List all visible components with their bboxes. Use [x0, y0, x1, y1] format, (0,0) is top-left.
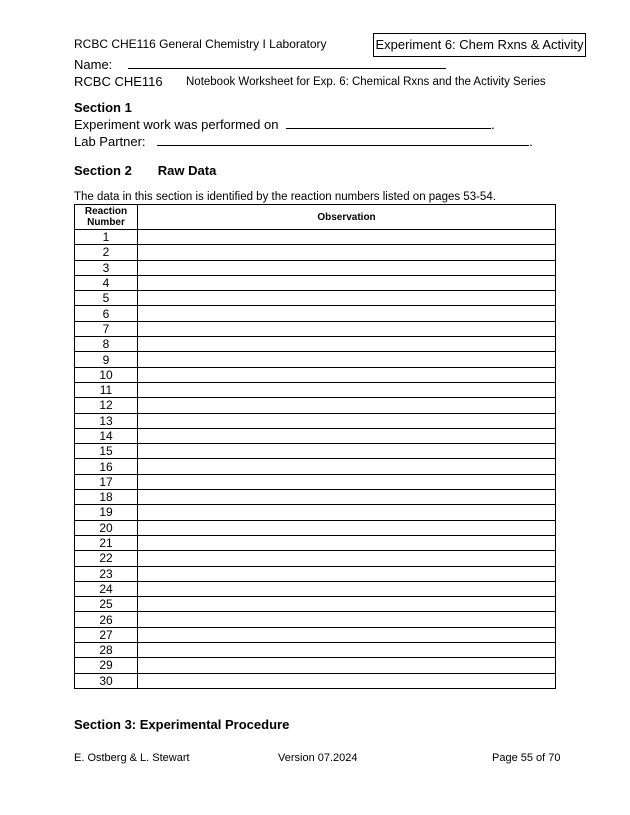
reaction-number-cell: 10 — [75, 367, 138, 382]
table-row — [75, 535, 556, 550]
reaction-number-cell: 22 — [75, 551, 138, 566]
section-2-heading — [74, 163, 216, 178]
reaction-number-cell: 28 — [75, 643, 138, 658]
observation-cell[interactable] — [138, 597, 556, 612]
section-2-number: Section 2 — [74, 163, 132, 178]
reaction-number-cell: 24 — [75, 581, 138, 596]
worksheet-title: Notebook Worksheet for Exp. 6: Chemical Rxns and the Activity Series — [186, 76, 546, 88]
observation-table — [74, 204, 556, 689]
table-row — [75, 444, 556, 459]
lab-partner-blank-line[interactable] — [157, 133, 529, 146]
observation-cell[interactable] — [138, 382, 556, 397]
observation-cell[interactable] — [138, 505, 556, 520]
reaction-number-cell: 4 — [75, 275, 138, 290]
table-row — [75, 398, 556, 413]
table-row — [75, 428, 556, 443]
reaction-number-cell: 11 — [75, 382, 138, 397]
experiment-title-box: Experiment 6: Chem Rxns & Activity — [373, 33, 586, 57]
table-row — [75, 245, 556, 260]
observation-cell[interactable] — [138, 398, 556, 413]
observation-cell[interactable] — [138, 566, 556, 581]
reaction-number-header-line1: Reaction — [84, 206, 128, 217]
table-row — [75, 413, 556, 428]
reaction-number-header — [75, 205, 138, 230]
observation-cell[interactable] — [138, 581, 556, 596]
course-title: RCBC CHE116 General Chemistry I Laboratory — [74, 37, 327, 51]
table-row — [75, 367, 556, 382]
table-row — [75, 612, 556, 627]
name-blank-line[interactable] — [128, 56, 446, 69]
subheader-course: RCBC CHE116 — [74, 74, 163, 89]
footer-page-number: Page 55 of 70 — [492, 752, 561, 764]
reaction-number-cell: 20 — [75, 520, 138, 535]
section-3-heading: Section 3: Experimental Procedure — [74, 717, 290, 732]
table-row — [75, 275, 556, 290]
section-2-intro: The data in this section is identified by the reaction numbers listed on pages 53-54. — [74, 191, 496, 203]
reaction-number-cell: 15 — [75, 444, 138, 459]
performed-on-row — [74, 116, 495, 132]
reaction-number-cell: 29 — [75, 658, 138, 673]
lab-partner-period: . — [529, 134, 533, 149]
section-2-title: Raw Data — [157, 163, 217, 178]
performed-on-period: . — [491, 117, 495, 132]
observation-cell[interactable] — [138, 413, 556, 428]
observation-cell[interactable] — [138, 444, 556, 459]
table-row — [75, 382, 556, 397]
observation-cell[interactable] — [138, 291, 556, 306]
performed-on-blank-line[interactable] — [286, 116, 491, 129]
lab-partner-label: Lab Partner: — [74, 134, 146, 149]
reaction-number-cell: 27 — [75, 627, 138, 642]
observation-cell[interactable] — [138, 627, 556, 642]
observation-cell[interactable] — [138, 321, 556, 336]
reaction-number-cell: 1 — [75, 230, 138, 245]
observation-cell[interactable] — [138, 275, 556, 290]
observation-cell[interactable] — [138, 520, 556, 535]
table-row — [75, 260, 556, 275]
observation-cell[interactable] — [138, 230, 556, 245]
table-row — [75, 459, 556, 474]
table-row — [75, 627, 556, 642]
observation-cell[interactable] — [138, 459, 556, 474]
table-row — [75, 490, 556, 505]
reaction-number-cell: 9 — [75, 352, 138, 367]
name-field-row — [74, 56, 446, 72]
table-row — [75, 505, 556, 520]
section-1-heading: Section 1 — [74, 100, 132, 115]
table-row — [75, 673, 556, 688]
table-row — [75, 520, 556, 535]
reaction-number-cell: 2 — [75, 245, 138, 260]
performed-on-label: Experiment work was performed on — [74, 117, 279, 132]
reaction-number-cell: 3 — [75, 260, 138, 275]
footer-version: Version 07.2024 — [278, 752, 358, 764]
reaction-number-cell: 16 — [75, 459, 138, 474]
reaction-number-cell: 5 — [75, 291, 138, 306]
observation-cell[interactable] — [138, 337, 556, 352]
observation-header: Observation — [138, 205, 556, 230]
observation-cell[interactable] — [138, 551, 556, 566]
observation-cell[interactable] — [138, 535, 556, 550]
observation-cell[interactable] — [138, 367, 556, 382]
reaction-number-cell: 12 — [75, 398, 138, 413]
reaction-number-cell: 30 — [75, 673, 138, 688]
observation-cell[interactable] — [138, 643, 556, 658]
reaction-number-cell: 7 — [75, 321, 138, 336]
footer-authors: E. Ostberg & L. Stewart — [74, 752, 190, 764]
reaction-number-cell: 19 — [75, 505, 138, 520]
table-row — [75, 337, 556, 352]
table-row — [75, 474, 556, 489]
reaction-number-cell: 23 — [75, 566, 138, 581]
reaction-number-cell: 6 — [75, 306, 138, 321]
reaction-number-cell: 18 — [75, 490, 138, 505]
reaction-number-cell: 26 — [75, 612, 138, 627]
observation-cell[interactable] — [138, 658, 556, 673]
table-row — [75, 352, 556, 367]
table-row — [75, 643, 556, 658]
table-row — [75, 551, 556, 566]
observation-cell[interactable] — [138, 428, 556, 443]
observation-cell[interactable] — [138, 474, 556, 489]
table-row — [75, 581, 556, 596]
table-row — [75, 230, 556, 245]
table-row — [75, 321, 556, 336]
observation-cell[interactable] — [138, 490, 556, 505]
reaction-number-cell: 21 — [75, 535, 138, 550]
reaction-number-cell: 14 — [75, 428, 138, 443]
observation-cell[interactable] — [138, 245, 556, 260]
table-row — [75, 597, 556, 612]
observation-cell[interactable] — [138, 612, 556, 627]
observation-cell[interactable] — [138, 673, 556, 688]
observation-cell[interactable] — [138, 352, 556, 367]
table-row — [75, 291, 556, 306]
observation-cell[interactable] — [138, 260, 556, 275]
reaction-number-cell: 17 — [75, 474, 138, 489]
reaction-number-header-line2: Number — [87, 217, 125, 228]
reaction-number-cell: 8 — [75, 337, 138, 352]
table-row — [75, 566, 556, 581]
reaction-number-cell: 13 — [75, 413, 138, 428]
lab-partner-row — [74, 133, 533, 149]
table-row — [75, 306, 556, 321]
table-row — [75, 658, 556, 673]
name-label: Name: — [74, 57, 113, 72]
reaction-number-cell: 25 — [75, 597, 138, 612]
observation-cell[interactable] — [138, 306, 556, 321]
